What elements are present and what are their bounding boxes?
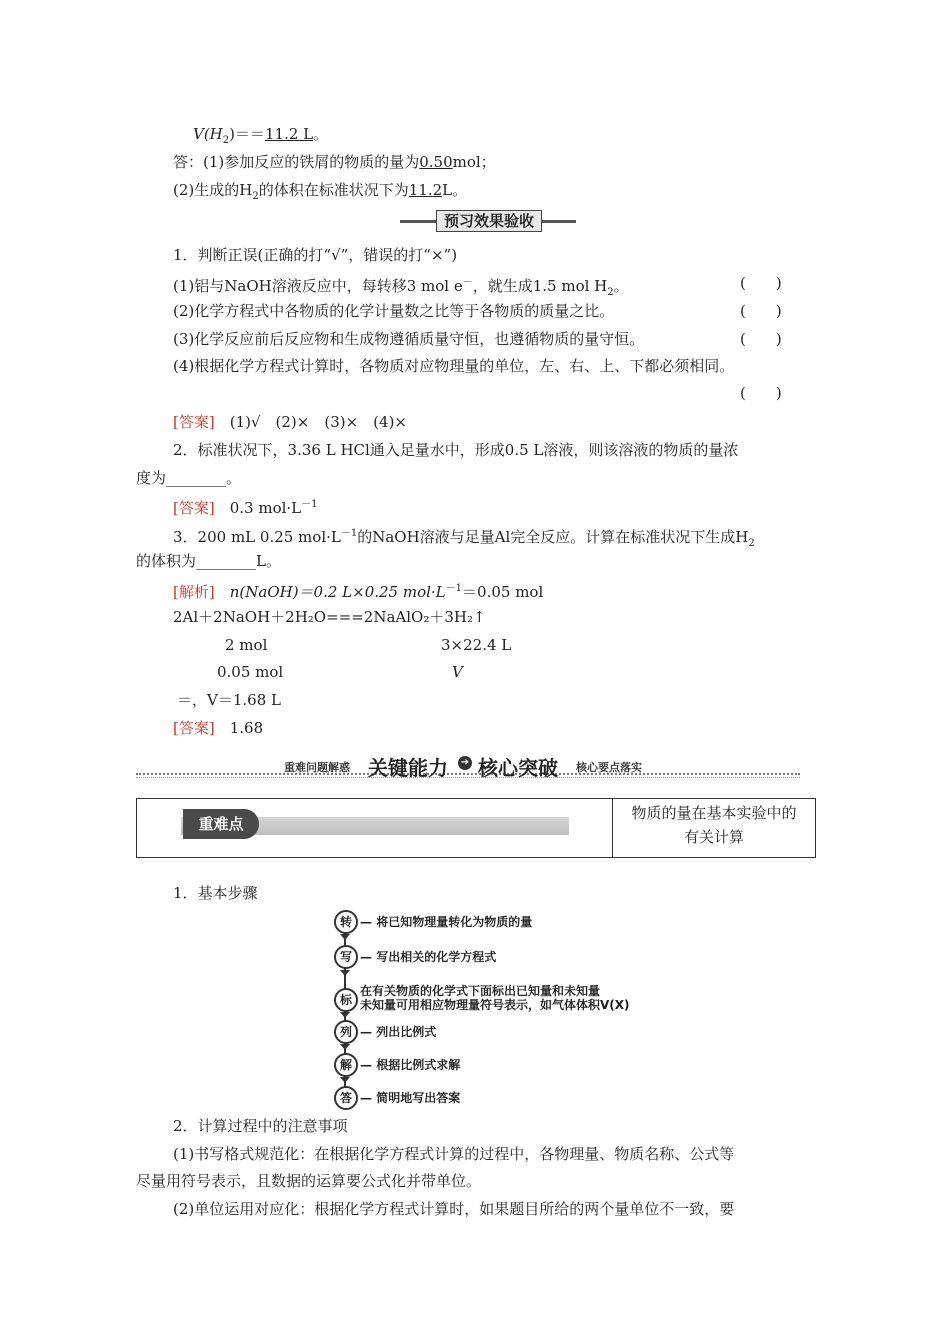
q1-item-4-paren: ( ) <box>740 384 782 402</box>
q1-item-1-text: (1)铝与NaOH溶液反应中，每转移3 mol e <box>173 277 463 295</box>
q3-row1-right: 3×22.4 L <box>441 636 512 654</box>
flow-node-mark: 标 <box>334 988 358 1012</box>
section-arrow-icon: ➔ <box>458 756 472 770</box>
section-left-small: 重难问题解惑 <box>284 761 350 774</box>
flow-arrow-3 <box>340 1012 350 1018</box>
steps-flow-diagram <box>330 910 670 1110</box>
flow-text-list: — 列出比例式 <box>360 1025 437 1039</box>
section-dots-2 <box>136 777 800 778</box>
q2-answer <box>173 495 318 518</box>
section-header <box>136 752 800 778</box>
q1-item-1 <box>173 273 629 303</box>
q3-stem-sub: 2 <box>748 538 755 549</box>
banner-title: 预习效果验收 <box>436 210 542 232</box>
flow-text-write-label: 写出相关的化学方程式 <box>376 950 497 964</box>
flow-text-convert: — 将已知物理量转化为物质的量 <box>360 915 533 929</box>
flow-text-answer: — 简明地写出答案 <box>360 1091 461 1105</box>
preview-banner <box>400 210 576 232</box>
q3-analysis-label: [解析] <box>173 583 215 601</box>
answer-line-1-value: 0.50 <box>419 153 453 171</box>
volume-prefix: V(H <box>193 125 223 143</box>
section-title-a: 关键能力 <box>368 756 448 780</box>
answer-line-1 <box>173 152 496 172</box>
banner-bar-left <box>400 220 436 223</box>
q3-answer-text: 1.68 <box>229 719 264 737</box>
volume-mid: )＝＝ <box>229 125 265 143</box>
answer-line-2-sub: 2 <box>252 191 259 202</box>
q1-item-2-paren: ( ) <box>740 302 782 320</box>
volume-value: 11.2 L <box>265 125 314 143</box>
answer-line-2 <box>173 180 467 207</box>
q3-result: ＝，V＝1.68 L <box>177 691 281 709</box>
notes-p2-line1: (2)单位运用对应化：根据化学方程式计算时，如果题目所给的两个量单位不一致，要 <box>173 1200 735 1218</box>
q1-item-1-paren: ( ) <box>740 274 782 292</box>
q1-item-3-paren: ( ) <box>740 330 782 348</box>
q3-stem <box>173 524 755 554</box>
key-point-tag: 重难点 <box>183 809 259 839</box>
q3-stem-b: 的NaOH溶液与足量Al完全反应。计算在标准状况下生成H <box>357 528 749 546</box>
q3-row1-left: 2 mol <box>225 636 268 654</box>
volume-sub: 2 <box>222 135 230 146</box>
q1-item-4: (4)根据化学方程式计算时，各物质对应物理量的单位，左、右、上、下都必须相同。 <box>173 357 735 375</box>
q2-answer-label: [答案] <box>173 499 215 517</box>
flow-text-write: — 写出相关的化学方程式 <box>360 950 497 964</box>
q2-stem-cont: 度为________。 <box>136 469 242 487</box>
q1-answer <box>173 412 407 432</box>
answer-line-2-end: L。 <box>442 181 468 199</box>
flow-text-answer-label: 简明地写出答案 <box>376 1091 461 1105</box>
flow-arrow-4 <box>340 1044 350 1050</box>
flow-text-mark-line1: 在有关物质的化学式下面标出已知量和未知量 <box>360 984 601 998</box>
q2-answer-text: 0.3 mol·L <box>229 499 302 517</box>
flow-node-convert: 转 <box>334 910 358 934</box>
flow-node-solve: 解 <box>334 1053 358 1077</box>
notes-p1-line2: 尽量用符号表示，且数据的运算要公式化并带单位。 <box>136 1172 482 1190</box>
notes-p1-line1: (1)书写格式规范化：在根据化学方程式计算的过程中，各物理量、物质名称、公式等 <box>173 1145 735 1163</box>
q3-stem-a: 3．200 mL 0.25 mol·L <box>173 528 341 546</box>
flow-arrow-1 <box>340 934 350 940</box>
q3-analysis-end: ＝0.05 mol <box>462 583 544 601</box>
flow-text-list-label: 列出比例式 <box>376 1025 437 1039</box>
table-cell-topic <box>613 801 815 849</box>
q3-row2-right: V <box>452 663 463 681</box>
notes-heading: 2．计算过程中的注意事项 <box>173 1117 348 1135</box>
key-point-table <box>136 798 816 858</box>
flow-arrow-2 <box>340 970 350 976</box>
flow-text-solve: — 根据比例式求解 <box>360 1058 461 1072</box>
volume-end: 。 <box>313 125 329 143</box>
q1-item-1-sub: 2 <box>607 287 614 298</box>
section-title-b: 核心突破 <box>478 756 558 780</box>
q3-answer <box>173 718 263 738</box>
volume-line <box>193 124 328 151</box>
q3-equation: 2Al＋2NaOH＋2H₂O===2NaAlO₂＋3H₂↑ <box>173 608 486 626</box>
q2-answer-sup: －1 <box>301 499 318 510</box>
q1-answer-text: (1)√ (2)× (3)× (4)× <box>229 413 407 431</box>
q1-item-2: (2)化学方程式中各物质的化学计量数之比等于各物质的质量之比。 <box>173 302 615 320</box>
topic-line-1: 物质的量在基本实验中的 <box>631 804 797 822</box>
flow-arrow-5 <box>340 1077 350 1083</box>
topic-line-2: 有关计算 <box>683 828 744 846</box>
q3-analysis <box>173 579 543 602</box>
flow-node-list: 列 <box>334 1020 358 1044</box>
q3-analysis-sup: －1 <box>445 583 463 594</box>
q3-answer-label: [答案] <box>173 719 215 737</box>
q3-stem-sup: －1 <box>340 528 358 539</box>
answer-line-1-prefix: 答：(1)参加反应的铁屑的物质的量为 <box>173 153 420 171</box>
section-right-small: 核心要点落实 <box>576 761 642 774</box>
q3-analysis-text: n(NaOH)＝0.2 L×0.25 mol·L <box>229 583 446 601</box>
flow-text-mark <box>360 984 630 1012</box>
flow-node-answer: 答 <box>334 1086 358 1110</box>
answer-line-2-prefix: (2)生成的H <box>173 181 253 199</box>
q1-item-1-end: 。 <box>613 277 629 295</box>
flow-text-convert-label: 将已知物理量转化为物质的量 <box>376 915 533 929</box>
flow-text-solve-label: 根据比例式求解 <box>376 1058 461 1072</box>
q1-item-3: (3)化学反应前后反应物和生成物遵循质量守恒，也遵循物质的量守恒。 <box>173 330 645 348</box>
q1-stem: 1．判断正误(正确的打“√”，错误的打“×”) <box>173 246 458 264</box>
flow-node-write: 写 <box>334 945 358 969</box>
answer-line-2-value: 11.2 <box>408 181 443 199</box>
answer-line-1-end: mol； <box>452 153 496 171</box>
steps-heading: 1．基本步骤 <box>173 884 258 902</box>
q1-item-1-tail: ，就生成1.5 mol H <box>472 277 608 295</box>
flow-text-mark-line2: 未知量可用相应物理量符号表示，如气体体积V(X) <box>360 998 630 1012</box>
q1-item-1-sup: － <box>462 277 473 288</box>
q3-stem-cont: 的体积为________L。 <box>136 552 281 570</box>
q3-row2-left: 0.05 mol <box>217 663 284 681</box>
section-dots <box>136 773 800 775</box>
q2-stem: 2．标准状况下，3.36 L HCl通入足量水中，形成0.5 L溶液，则该溶液的物质的量浓 <box>173 441 739 459</box>
answer-line-2-mid: 的体积在标准状况下为 <box>258 181 409 199</box>
banner-bar-right <box>541 220 576 223</box>
q1-answer-label: [答案] <box>173 413 215 431</box>
